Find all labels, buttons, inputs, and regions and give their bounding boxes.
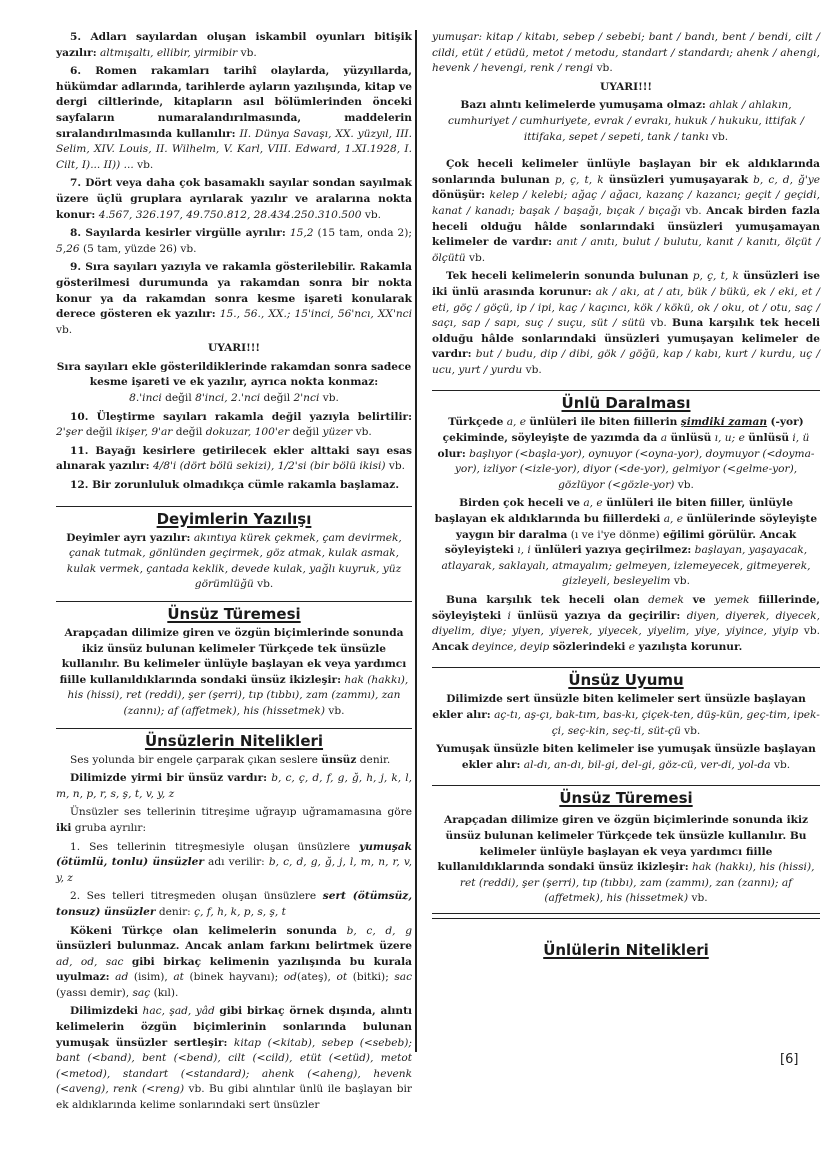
section-divider [432, 913, 820, 914]
paragraph: Çok heceli kelimeler ünlüyle başlayan bir ek aldıklarında sonlarında bulunan p, ç, t, k ünsüzleri yumuşayarak b, c, d, ğ'ye dönüşür: kelep / kelebi; ağaç / ağacı, kazanç / kazancı; geçit / geçidi, kanat / kanadı; başak / başağı, bıçak / bıçağı vb. Ancak birden fazla heceli olduğu hâlde sonlarındaki ünsüzleri yumuşamayan kelimeler de vardır: anıt / anıtı, bulut / bulutu, kanıt / kanıtı, ölçüt / ölçütü vb. [432, 158, 821, 264]
rule-item-6: 6. Romen rakamları tarihî olaylarda, yüzyıllarda, hükümdar adlarında, tarihlerde ayların yazılışında, kitap ve dergi ciltlerinde, kitapların asıl bölümlerinden önceki sayfaların numaralandırılmasında, maddelerin sıralandırılmasında kullanılır: II. Dünya Savaşı, XX. yüzyıl, III. Selim, XIV. Louis, II. Wilhelm, V. Karl, VIII. Edward, 1.XI.1928, I. Cilt, I)... II)) ... vb. [56, 65, 412, 171]
column-divider [415, 30, 417, 1052]
rule-item-10: 10. Üleştirme sayıları rakamla değil yazıyla belirtilir: 2'şer değil ikişer, 9'ar değil dokuzar, 100'er değil yüzer vb. [56, 410, 412, 439]
section-text: Deyimler ayrı yazılır: akıntıya kürek çekmek, çam devirmek, çanak tutmak, gönlünden geçirmek, göz atmak, kulak asmak, kulak vermek, çantada keklik, devede kulak, yağlı kuyruk, yüz görümlüğü vb. [66, 531, 402, 591]
section-text: Arapçadan dilimize giren ve özgün biçimlerinde sonunda ikiz ünsüz bulunan kelimeler Türkçede tek ünsüzle kullanılır. Bu kelimeler ünlüyle başlayan ek veya yardımcı fiille kullanıldıklarında sondaki ünsüz ikizleşir: hak (hakkı), his (hissi), ret (reddi), şer (şerri), tıp (tıbbı), zam (zammı), zan (zannı); af (affetmek), his (hissetmek) vb. [59, 627, 409, 717]
paragraph: 1. Ses tellerinin titreşmesiyle oluşan ünsüzlere yumuşak (ötümlü, tonlu) ünsüzler adı verilir: b, c, d, g, ğ, j, l, m, n, r, v, y, z [56, 840, 413, 884]
warning-title: UYARI!!! [599, 80, 653, 93]
section-unsuzlerin-nitelikleri [56, 728, 412, 1114]
section-title: Ünlü Daralması [561, 394, 691, 413]
page-number: [6] [780, 1052, 799, 1067]
paragraph: Dilimizde sert ünsüzle biten kelimeler sert ünsüzle başlayan ekler alır: aç-tı, aş-çı, bak-tım, bas-kı, çiçek-ten, düş-kün, geç-tim, ipek-çi, seç-kin, seç-ti, süt-çü vb. [432, 693, 820, 737]
continued-text: yumuşar: kitap / kitabı, sebep / sebebi; bant / bandı, bent / bendi, cilt / cildi, etüt / etüdü, metot / metodu, standart / standardı; ahenk / ahengi, hevenk / hevengi, renk / rengi vb. [432, 31, 820, 75]
section-title: Ünlülerin Nitelikleri [543, 940, 709, 959]
paragraph: Buna karşılık tek heceli olan demek ve yemek fiillerinde, söyleyişteki i ünlüsü yazıya da geçirilir: diyen, diyerek, diyecek, diyelim, diye; yiyen, yiyerek, yiyecek, yiyelim, yiye, yiyince, yiyip vb. Ancak deyince, deyip sözlerindeki e yazılışta korunur. [432, 594, 821, 653]
section-title: Ünsüz Uyumu [568, 671, 684, 690]
rule-item-8: 8. Sayılarda kesirler virgülle ayrılır: 15,2 (15 tam, onda 2); 5,26 (5 tam, yüzde 26) vb. [56, 227, 412, 255]
paragraph: Ses yolunda bir engele çarparak çıkan seslere ünsüz denir. [70, 753, 391, 766]
paragraph: Türkçede a, e ünlüleri ile biten fiillerin şimdiki zaman (-yor) çekiminde, söyleyişte de yazımda da a ünlüsü ı, u; e ünlüsü i, ü olur: başlıyor (<başla-yor), oynuyor (<oyna-yor), doymuyor (<doyma-yor), izliyor (<izle-yor), diyor (<de-yor), gelmiyor (<gelme-yor), gözlüyor (<gözle-yor) vb. [437, 416, 815, 491]
section-deyimler [56, 506, 412, 593]
paragraph: Ünsüzler ses tellerinin titreşime uğrayıp uğramamasına göre iki gruba ayrılır: [56, 806, 412, 834]
rule-item-11: 11. Bayağı kesirlere getirilecek ekler alttaki sayı esas alınarak yazılır: 4/8'i (dört bölü sekizi), 1/2'si (bir bölü ikisi) vb. [56, 444, 412, 473]
warning-text: Bazı alıntı kelimelerde yumuşama olmaz: ahlak / ahlakın, cumhuriyet / cumhuriyete, evrak / evrakı, hukuk / hukuku, ittifak / ittifaka, sepet / sepeti, tank / tankı vb. [447, 99, 805, 143]
paragraph: Dilimizde yirmi bir ünsüz vardır: b, c, ç, d, f, g, ğ, h, j, k, l, m, n, p, r, s, ş, t, v, y, z [56, 772, 412, 800]
section-unsuz-turemesi-left [56, 601, 412, 720]
paragraph: Kökeni Türkçe olan kelimelerin sonunda b, c, d, g ünsüzleri bulunmaz. Ancak anlam farkını belirtmek üzere ad, od, sac gibi birkaç kelimenin yazılışında bu kurala uyulmaz: ad (isim), at (binek hayvanı); od(ateş), ot (bitki); sac (yassı demir), saç (kıl). [56, 924, 413, 999]
paragraph: Yumuşak ünsüzle biten kelimeler ise yumuşak ünsüzle başlayan ekler alır: al-dı, an-dı, bil-gi, del-gi, göz-cü, ver-di, yol-da vb. [436, 743, 816, 771]
rule-item-12: 12. Bir zorunluluk olmadıkça cümle rakamla başlamaz. [70, 479, 400, 492]
warning-text: Sıra sayıları ekle gösterildiklerinde rakamdan sonra sadece kesme işareti ve ek yazılır, ayrıca nokta konmaz: 8.'inci değil 8'inci, 2.'nci değil 2'nci vb. [56, 360, 412, 405]
section-unsuz-uyumu [432, 667, 820, 773]
section-title: Deyimlerin Yazılışı [156, 509, 312, 528]
rule-item-5: 5. Adları sayılardan oluşan iskambil oyunları bitişik yazılır: altmışaltı, ellibir, yirmibir vb. [56, 31, 412, 59]
section-title: Ünsüz Türemesi [559, 789, 693, 808]
right-column [432, 30, 820, 963]
left-column [56, 30, 412, 1118]
section-title: Ünsüz Türemesi [167, 605, 301, 623]
rule-item-9: 9. Sıra sayıları yazıyla ve rakamla gösterilebilir. Rakamla gösterilmesi durumunda ya rakamdan sonra bir nokta konur ya da rakamdan sonra kesme işareti konularak derece gösteren ek yazılır: 15., 56., XX.; 15'inci, 56'ncı, XX'nci vb. [56, 261, 413, 336]
paragraph: 2. Ses telleri titreşmeden oluşan ünsüzlere sert (ötümsüz, tonsuz) ünsüzler denir: ç, f, h, k, p, s, ş, t [56, 890, 413, 918]
section-title: Ünsüzlerin Nitelikleri [144, 731, 324, 750]
paragraph: Birden çok heceli ve a, e ünlüleri ile biten fiiller, ünlüyle başlayan ek aldıklarında bu fiillerdeki a, e ünlülerinde söyleyişte yaygın bir daralma (ı ve i'ye dönme) eğilimi görülür. Ancak söyleyişteki ı, i ünlüleri yazıya geçirilmez: başlayan, yaşayacak, atlayarak, saklayalı, atmayalım; gelmeyen, izlemeyecek, gitmeyerek, gizleyeli, besleyelim vb. [434, 497, 818, 588]
paragraph: Arapçadan dilimize giren ve özgün biçimlerinde sonunda ikiz ünsüz bulunan kelimeler Türkçede tek ünsüzle kullanılır. Bu kelimeler ünlüyle başlayan ek veya yardımcı fiille kullanıldıklarında sondaki ünsüz ikizleşir: hak (hakkı), his (hissi), ret (reddi), şer (şerri), tıp (tıbbı), zam (zammı), zan (zannı); af (affetmek), his (hissetmek) vb. [437, 814, 815, 905]
section-unlulerin-nitelikleri [432, 918, 820, 959]
section-unsuz-turemesi-right [432, 785, 820, 914]
rule-item-7: 7. Dört veya daha çok basamaklı sayılar sondan sayılmak üzere üçlü gruplara ayrılarak yazılır ve aralarına nokta konur: 4.567, 326.197, 49.750.812, 28.434.250.310.500 vb. [56, 177, 412, 221]
paragraph: Tek heceli kelimelerin sonunda bulunan p, ç, t, k ünsüzleri ise iki ünlü arasında korunur: ak / akı, at / atı, bük / bükü, ek / eki, et / eti, göç / göçü, ip / ipi, kaç / kaçıncı, kök / kökü, ok / oku, ot / otu, saç / saçı, sap / sapı, suç / suçu, süt / sütü vb. Buna karşılık tek heceli olduğu hâlde sonlarındaki ünsüzleri yumuşayan kelimeler de vardır: but / budu, dip / dibi, gök / göğü, kap / kabı, kurt / kurdu, uç / ucu, yurt / yurdu vb. [432, 270, 820, 376]
warning-title: UYARI!!! [207, 342, 261, 355]
section-unlu-daralmasi [432, 390, 820, 655]
paragraph: Dilimizdeki hac, şad, yâd gibi birkaç örnek dışında, alıntı kelimelerin özgün biçimlerinin sonlarında bulunan yumuşak ünsüzler sertleşir: kitap (<kitab), sebep (<sebeb); bant (<band), bent (<bend), cilt (<cild), etüt (<etüd), metot (<metod), standart (<standard); ahenk (<aheng), hevenk (<aveng), renk (<reng) vb. Bu gibi alıntılar ünlü ile başlayan bir ek aldıklarında kelime sonlarındaki sert ünsüzler [56, 1005, 413, 1112]
